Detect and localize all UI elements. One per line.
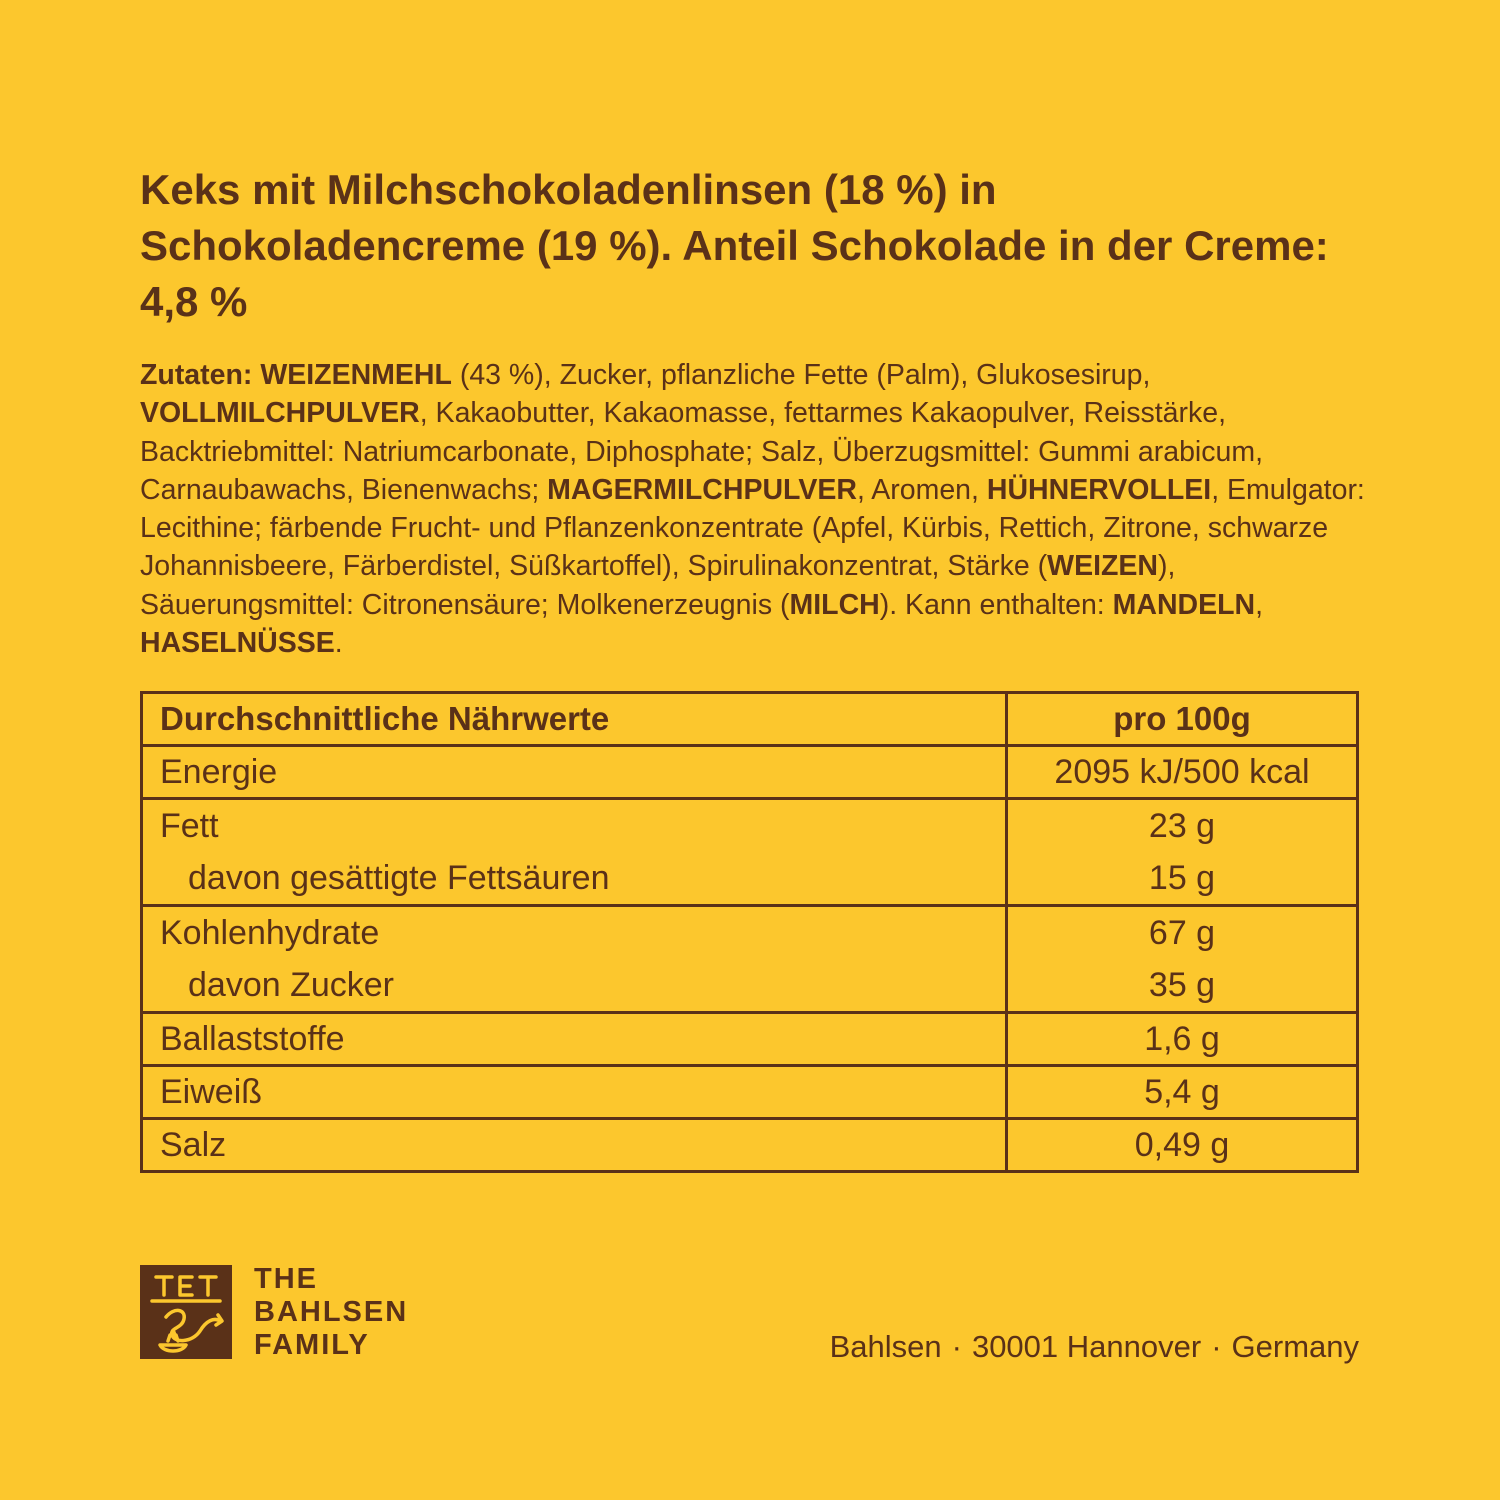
nutrition-fat-labels [142,799,1007,906]
ingredient-text: , [1255,588,1264,621]
nutrition-fat-values [1007,799,1358,906]
allergen-highlight: HASELNÜSSE [140,627,335,660]
address-separator: · [951,1329,962,1364]
allergen-highlight: MANDELN [1112,588,1256,621]
nutrition-sugar-value: 35 g [1148,966,1216,1004]
ingredient-text: (43 %), Zucker, pflanzliche Fette (Palm), Glukosesirup, [451,359,1151,391]
nutrition-table [140,691,1359,1173]
ingredients-label: Zutaten: [140,359,253,391]
nutrition-row-fat [142,799,1358,906]
nutrition-saturated-value: 15 g [1148,859,1216,897]
ingredient-text: . [334,627,343,660]
ingredient-text: , Kakaobutter, Kakaomasse, fettarmes Kakaopulver, Reisstärke, Backtriebmittel: Natriumcarbonate, Diphosphate; Salz, Überzugsmittel: Gummi arabicum, Carnaubawachs, Bienenwachs; [140,397,1264,506]
ingredients-list [140,356,1365,662]
nutrition-fat-value: 23 g [1148,807,1216,845]
brand-name-line-1: THE [254,1262,318,1295]
ingredient-text: ), Säuerungsmittel: Citronensäure; Molkenerzeugnis ( [140,550,1176,621]
nutrition-fiber-label: Ballaststoffe [142,1013,1007,1066]
nutrition-energy-value: 2095 kJ/500 kcal [1007,746,1358,799]
address-country: Germany [1231,1329,1359,1364]
nutrition-fiber-value: 1,6 g [1007,1013,1358,1066]
allergen-highlight: MAGERMILCHPULVER [547,473,857,506]
brand-name-line-2: BAHLSEN [254,1295,409,1328]
nutrition-header-label: Durchschnittliche Nährwerte [142,693,1007,746]
product-description-title: Keks mit Milchschokoladenlinsen (18 %) in Schokoladencreme (19 %). Anteil Schokolade in der Creme: 4,8 % [140,166,1329,325]
nutrition-protein-value: 5,4 g [1007,1066,1358,1119]
nutrition-fat-label: Fett [160,807,219,845]
nutrition-protein-label: Eiweiß [142,1066,1007,1119]
address-city: 30001 Hannover [971,1329,1202,1364]
brand-name [254,1263,408,1362]
nutrition-energy-label: Energie [142,746,1007,799]
ingredient-text: , Aromen, [856,473,987,506]
nutrition-salt-value: 0,49 g [1007,1119,1358,1172]
nutrition-row-protein [142,1066,1358,1119]
allergen-highlight: WEIZEN [1047,550,1158,583]
ingredients-text [140,359,1365,659]
bahlsen-tet-logo-icon [140,1265,232,1359]
nutrition-header-value: pro 100g [1007,693,1358,746]
nutrition-row-carbs [142,906,1358,1013]
nutrition-carbs-values [1007,906,1358,1013]
nutrition-carbs-label: Kohlenhydrate [160,914,380,952]
brand-block [140,1263,408,1361]
allergen-highlight: VOLLMILCHPULVER [140,397,420,430]
nutrition-sugar-label: davon Zucker [188,966,394,1004]
nutrition-carbs-labels [142,906,1007,1013]
nutrition-salt-label: Salz [142,1119,1007,1172]
manufacturer-address [830,1325,1359,1369]
allergen-highlight: WEIZENMEHL [260,359,452,391]
nutrition-header-row [142,693,1358,746]
ingredient-text: , Emulgator: Lecithine; färbende Frucht- und Pflanzenkonzentrate (Apfel, Kürbis, Rettich, Zitrone, schwarze Johannisbeere, Färberdistel, Süßkartoffel), Spirulinakonzentrat, Stärke ( [140,473,1365,583]
address-company: Bahlsen [829,1329,942,1364]
nutrition-saturated-label: davon gesättigte Fettsäuren [188,859,610,897]
allergen-highlight: HÜHNERVOLLEI [986,473,1212,506]
nutrition-row-salt [142,1119,1358,1172]
allergen-highlight: MILCH [789,588,880,621]
brand-name-line-3: FAMILY [254,1328,370,1361]
nutrition-carbs-value: 67 g [1148,914,1216,952]
nutrition-row-energy [142,746,1358,799]
nutrition-row-fiber [142,1013,1358,1066]
address-separator: · [1211,1329,1222,1364]
ingredient-text: ). Kann enthalten: [879,588,1113,621]
